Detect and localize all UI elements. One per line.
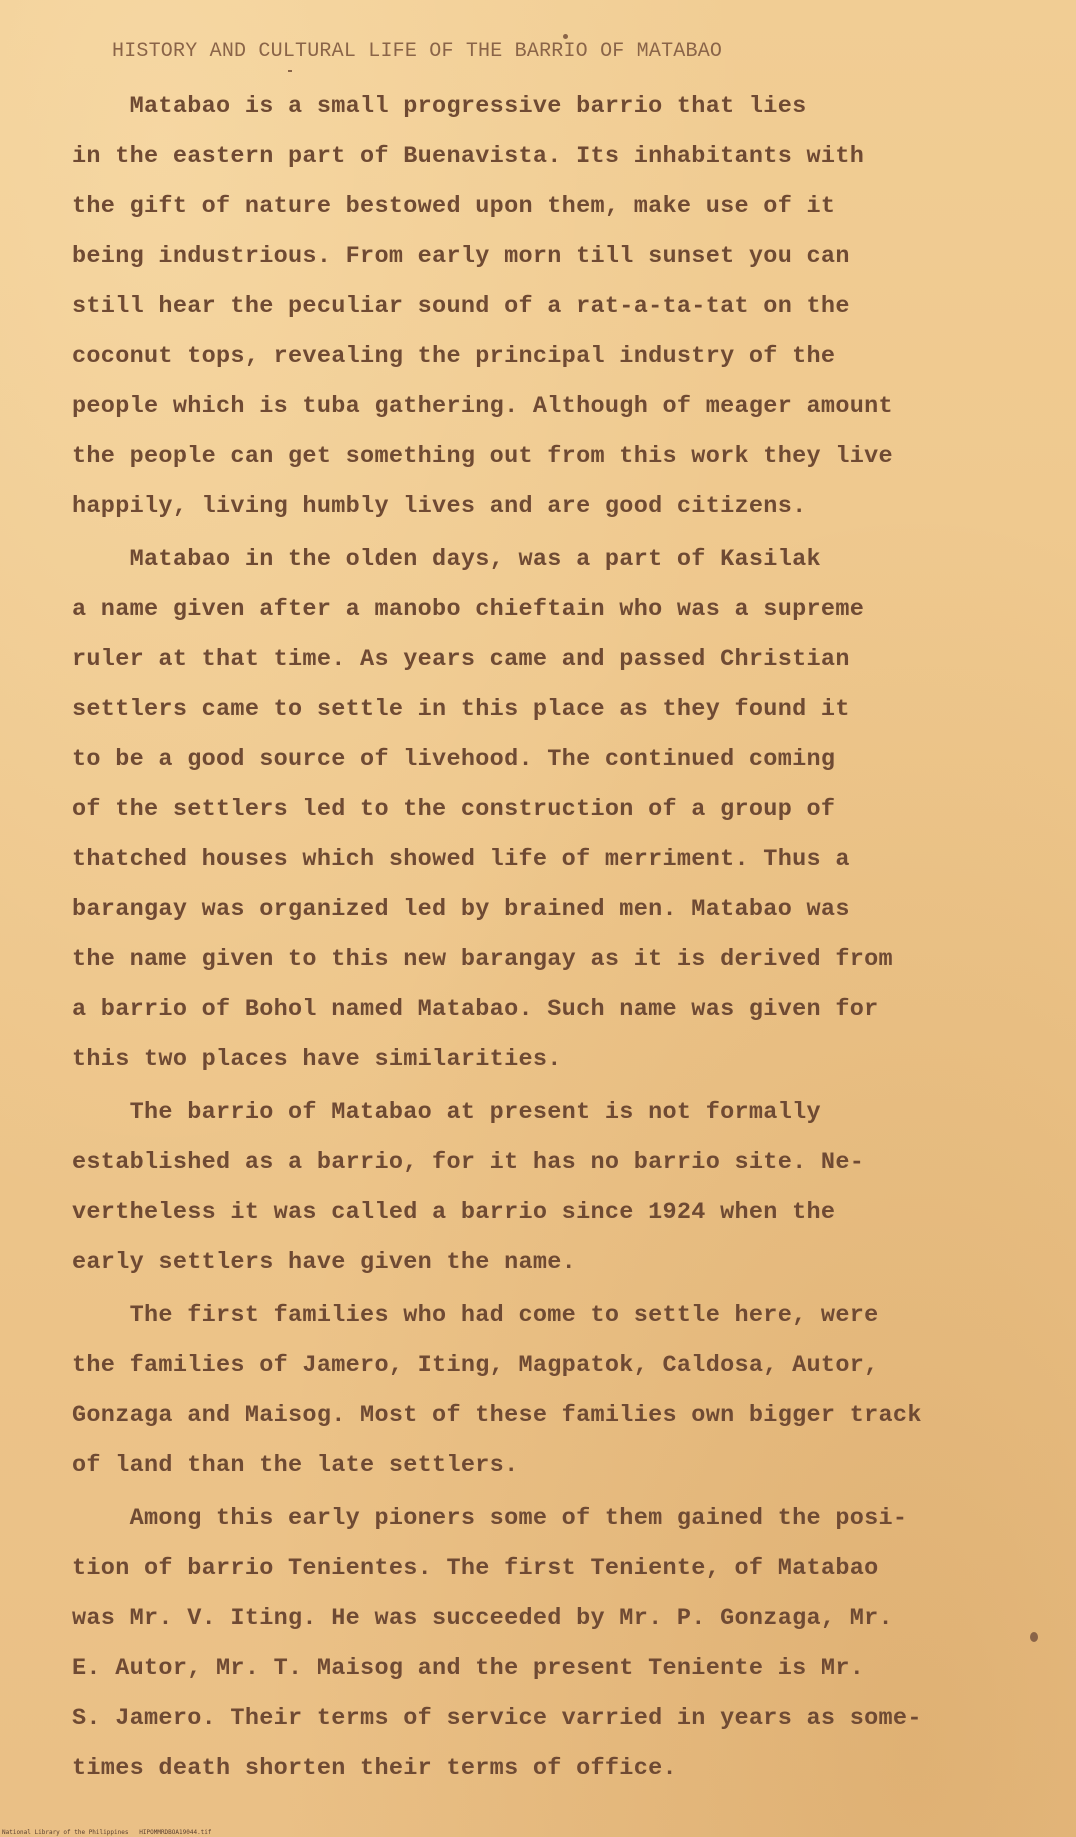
text-line: tion of barrio Tenientes. The first Teniente, of Matabao: [72, 1555, 879, 1582]
text-line: still hear the peculiar sound of a rat-a-ta-tat on the: [72, 293, 850, 320]
text-line: Matabao in the olden days, was a part of Kasilak: [72, 546, 821, 573]
text-line: thatched houses which showed life of merriment. Thus a: [72, 846, 850, 873]
text-line: of land than the late settlers.: [72, 1452, 519, 1479]
text-line: Gonzaga and Maisog. Most of these families own bigger track: [72, 1402, 922, 1429]
text-line: a barrio of Bohol named Matabao. Such name was given for: [72, 996, 879, 1023]
document-title: HISTORY AND CULTURAL LIFE OF THE BARRIO OF MATABAO: [112, 40, 723, 63]
text-line: E. Autor, Mr. T. Maisog and the present Teniente is Mr.: [72, 1655, 865, 1682]
text-line: coconut tops, revealing the principal industry of the: [72, 343, 836, 370]
paper-speck: [563, 34, 568, 39]
text-line: The first families who had come to settle here, were: [72, 1302, 879, 1329]
text-line: to be a good source of livehood. The continued coming: [72, 746, 836, 773]
text-line: a name given after a manobo chieftain who was a supreme: [72, 596, 865, 623]
text-line: of the settlers led to the construction of a group of: [72, 796, 836, 823]
text-line: S. Jamero. Their terms of service varried in years as some-: [72, 1705, 922, 1732]
paper-speck: [288, 70, 292, 72]
text-line: the people can get something out from this work they live: [72, 443, 893, 470]
text-line: times death shorten their terms of office.: [72, 1755, 677, 1782]
text-line: ruler at that time. As years came and passed Christian: [72, 646, 850, 673]
text-line: the families of Jamero, Iting, Magpatok, Caldosa, Autor,: [72, 1352, 879, 1379]
archive-footer: National Library of the Philippines HIPOMMRDBOA19044.tif: [2, 1829, 212, 1836]
text-line: Matabao is a small progressive barrio that lies: [72, 93, 807, 120]
text-line: vertheless it was called a barrio since 1924 when the: [72, 1199, 836, 1226]
text-line: people which is tuba gathering. Although of meager amount: [72, 393, 893, 420]
text-line: Among this early pioners some of them gained the posi-: [72, 1505, 908, 1532]
text-line: the name given to this new barangay as it is derived from: [72, 946, 893, 973]
text-line: settlers came to settle in this place as they found it: [72, 696, 850, 723]
text-line: The barrio of Matabao at present is not formally: [72, 1099, 821, 1126]
text-line: was Mr. V. Iting. He was succeeded by Mr. P. Gonzaga, Mr.: [72, 1605, 893, 1632]
text-line: being industrious. From early morn till sunset you can: [72, 243, 850, 270]
text-line: happily, living humbly lives and are good citizens.: [72, 493, 807, 520]
text-line: in the eastern part of Buenavista. Its inhabitants with: [72, 143, 865, 170]
text-line: the gift of nature bestowed upon them, make use of it: [72, 193, 836, 220]
text-line: this two places have similarities.: [72, 1046, 562, 1073]
text-line: barangay was organized led by brained men. Matabao was: [72, 896, 850, 923]
text-line: early settlers have given the name.: [72, 1249, 577, 1276]
text-line: established as a barrio, for it has no barrio site. Ne-: [72, 1149, 865, 1176]
paper-speck: [1030, 1632, 1038, 1642]
